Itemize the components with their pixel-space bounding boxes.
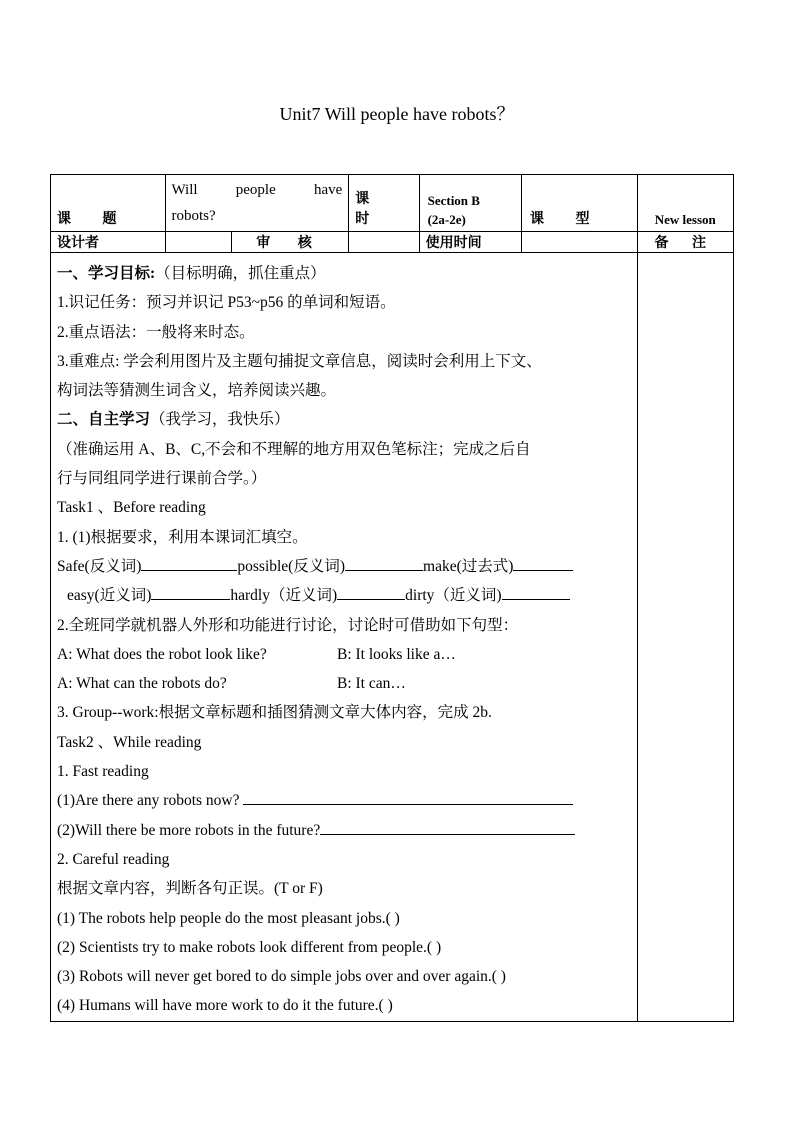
vocab-make: make(过去式) — [423, 557, 514, 575]
fast-answer-1-blank[interactable] — [243, 790, 573, 805]
blank-easy[interactable] — [151, 585, 230, 600]
topic-value-cell — [165, 175, 349, 232]
dialogue-1a: A: What does the robot look like? — [57, 645, 267, 663]
header-row — [51, 175, 734, 232]
page-title: Unit7 Will people have robots？ — [279, 104, 515, 124]
fast-question-1-text: (1)Are there any robots now? — [57, 792, 240, 810]
fast-question-2-text: (2)Will there be more robots in the future? — [57, 821, 321, 839]
self-study-note: （我学习，我快乐） — [150, 411, 290, 429]
content-row — [51, 253, 734, 1022]
type-label-cell — [522, 175, 638, 232]
topic-word: people — [235, 182, 276, 198]
usetime-value — [522, 232, 638, 253]
notes-label-cell — [637, 232, 733, 253]
dialogue-2 — [57, 669, 633, 698]
question-1: 1. (1)根据要求，利用本课词汇填空。 — [57, 528, 308, 546]
review-label-cell — [231, 232, 349, 253]
vocab-line-2 — [57, 581, 633, 610]
vocab-line-1 — [57, 552, 633, 581]
task1-heading: Task1 、Before reading — [57, 499, 206, 517]
designer-label: 设计者 — [51, 232, 166, 253]
section-cell — [419, 175, 521, 232]
self-study-line — [57, 405, 633, 434]
true-false-instruction: 根据文章内容，判断各句正误。(T or F) — [57, 880, 323, 898]
goal-1: 1.识记任务：预习并识记 P53~p56 的单词和短语。 — [57, 294, 396, 312]
type-label: 课 型 — [530, 212, 604, 227]
blank-make[interactable] — [513, 556, 573, 571]
type-value-cell — [637, 175, 733, 232]
tf-statement-4: (4) Humans will have more work to do it the future.( ) — [57, 997, 393, 1015]
blank-possible[interactable] — [345, 556, 423, 571]
question-3: 3. Group--work:根据文章标题和插图猜测文章大体内容，完成 2b. — [57, 704, 492, 722]
fast-answer-2-blank[interactable] — [320, 820, 575, 835]
fast-reading-heading: 1. Fast reading — [57, 763, 149, 781]
topic-value-line2: robots? — [171, 208, 216, 224]
topic-label-cell — [51, 175, 166, 232]
tf-statement-2: (2) Scientists try to make robots look different from people.( ) — [57, 938, 442, 956]
goals-line — [57, 259, 633, 288]
vocab-safe: Safe(反义词) — [57, 557, 142, 575]
blank-safe[interactable] — [141, 556, 237, 571]
content-cell — [51, 253, 638, 1022]
period-label-cell — [349, 175, 419, 232]
dialogue-1 — [57, 640, 633, 669]
goal-3a: 3.重难点: 学会利用图片及主题句捕捉文章信息，阅读时会利用上下文、 — [57, 352, 542, 370]
question-2: 2.全班同学就机器人外形和功能进行讨论，讨论时可借助如下句型： — [57, 616, 519, 634]
goal-3b: 构词法等猜测生词含义，培养阅读兴趣。 — [57, 382, 337, 400]
usetime-label: 使用时间 — [419, 232, 521, 253]
instruction-a: （准确运用 A、B、C,不会和不理解的地方用双色笔标注；完成之后自 — [57, 440, 531, 458]
tf-statement-1: (1) The robots help people do the most pleasant jobs.( ) — [57, 909, 400, 927]
self-study-heading: 二、自主学习 — [57, 411, 151, 429]
review-label: 审 核 — [256, 236, 324, 251]
topic-label: 课 题 — [57, 212, 131, 227]
topic-word: have — [313, 182, 343, 198]
goal-2: 2.重点语法：一般将来时态。 — [57, 323, 255, 341]
vocab-possible: possible(反义词) — [237, 557, 346, 575]
dialogue-2a: A: What can the robots do? — [57, 675, 227, 693]
section-line2: (2a-2e) — [427, 212, 466, 227]
dialogue-2b: B: It can… — [337, 675, 406, 693]
vocab-dirty: dirty（近义词) — [405, 587, 502, 605]
goals-heading: 一、学习目标: — [57, 265, 156, 282]
fast-question-1 — [57, 786, 633, 815]
meta-row — [51, 232, 734, 253]
goals-note: （目标明确，抓住重点） — [155, 265, 326, 282]
vocab-hardly: hardly（近义词) — [230, 587, 338, 605]
topic-word: Will — [171, 182, 198, 198]
notes-label: 备 注 — [654, 236, 717, 251]
instruction-b: 行与同组同学进行课前合学。） — [57, 470, 267, 488]
careful-reading-heading: 2. Careful reading — [57, 850, 170, 868]
topic-value-line1 — [172, 177, 343, 203]
review-value — [349, 232, 419, 253]
task2-heading: Task2 、While reading — [57, 733, 202, 751]
dialogue-1b: B: It looks like a… — [337, 645, 456, 663]
lesson-plan-table — [50, 174, 734, 1022]
blank-dirty[interactable] — [502, 585, 570, 600]
notes-column — [637, 253, 733, 1022]
vocab-easy: easy(近义词) — [67, 587, 152, 605]
blank-hardly[interactable] — [337, 585, 405, 600]
type-value: New lesson — [654, 212, 716, 227]
tf-statement-3: (3) Robots will never get bored to do simple jobs over and over again.( ) — [57, 968, 506, 986]
section-line1: Section B — [427, 193, 480, 208]
fast-question-2 — [57, 816, 633, 845]
designer-value — [165, 232, 231, 253]
period-label: 课 时 — [355, 192, 384, 227]
